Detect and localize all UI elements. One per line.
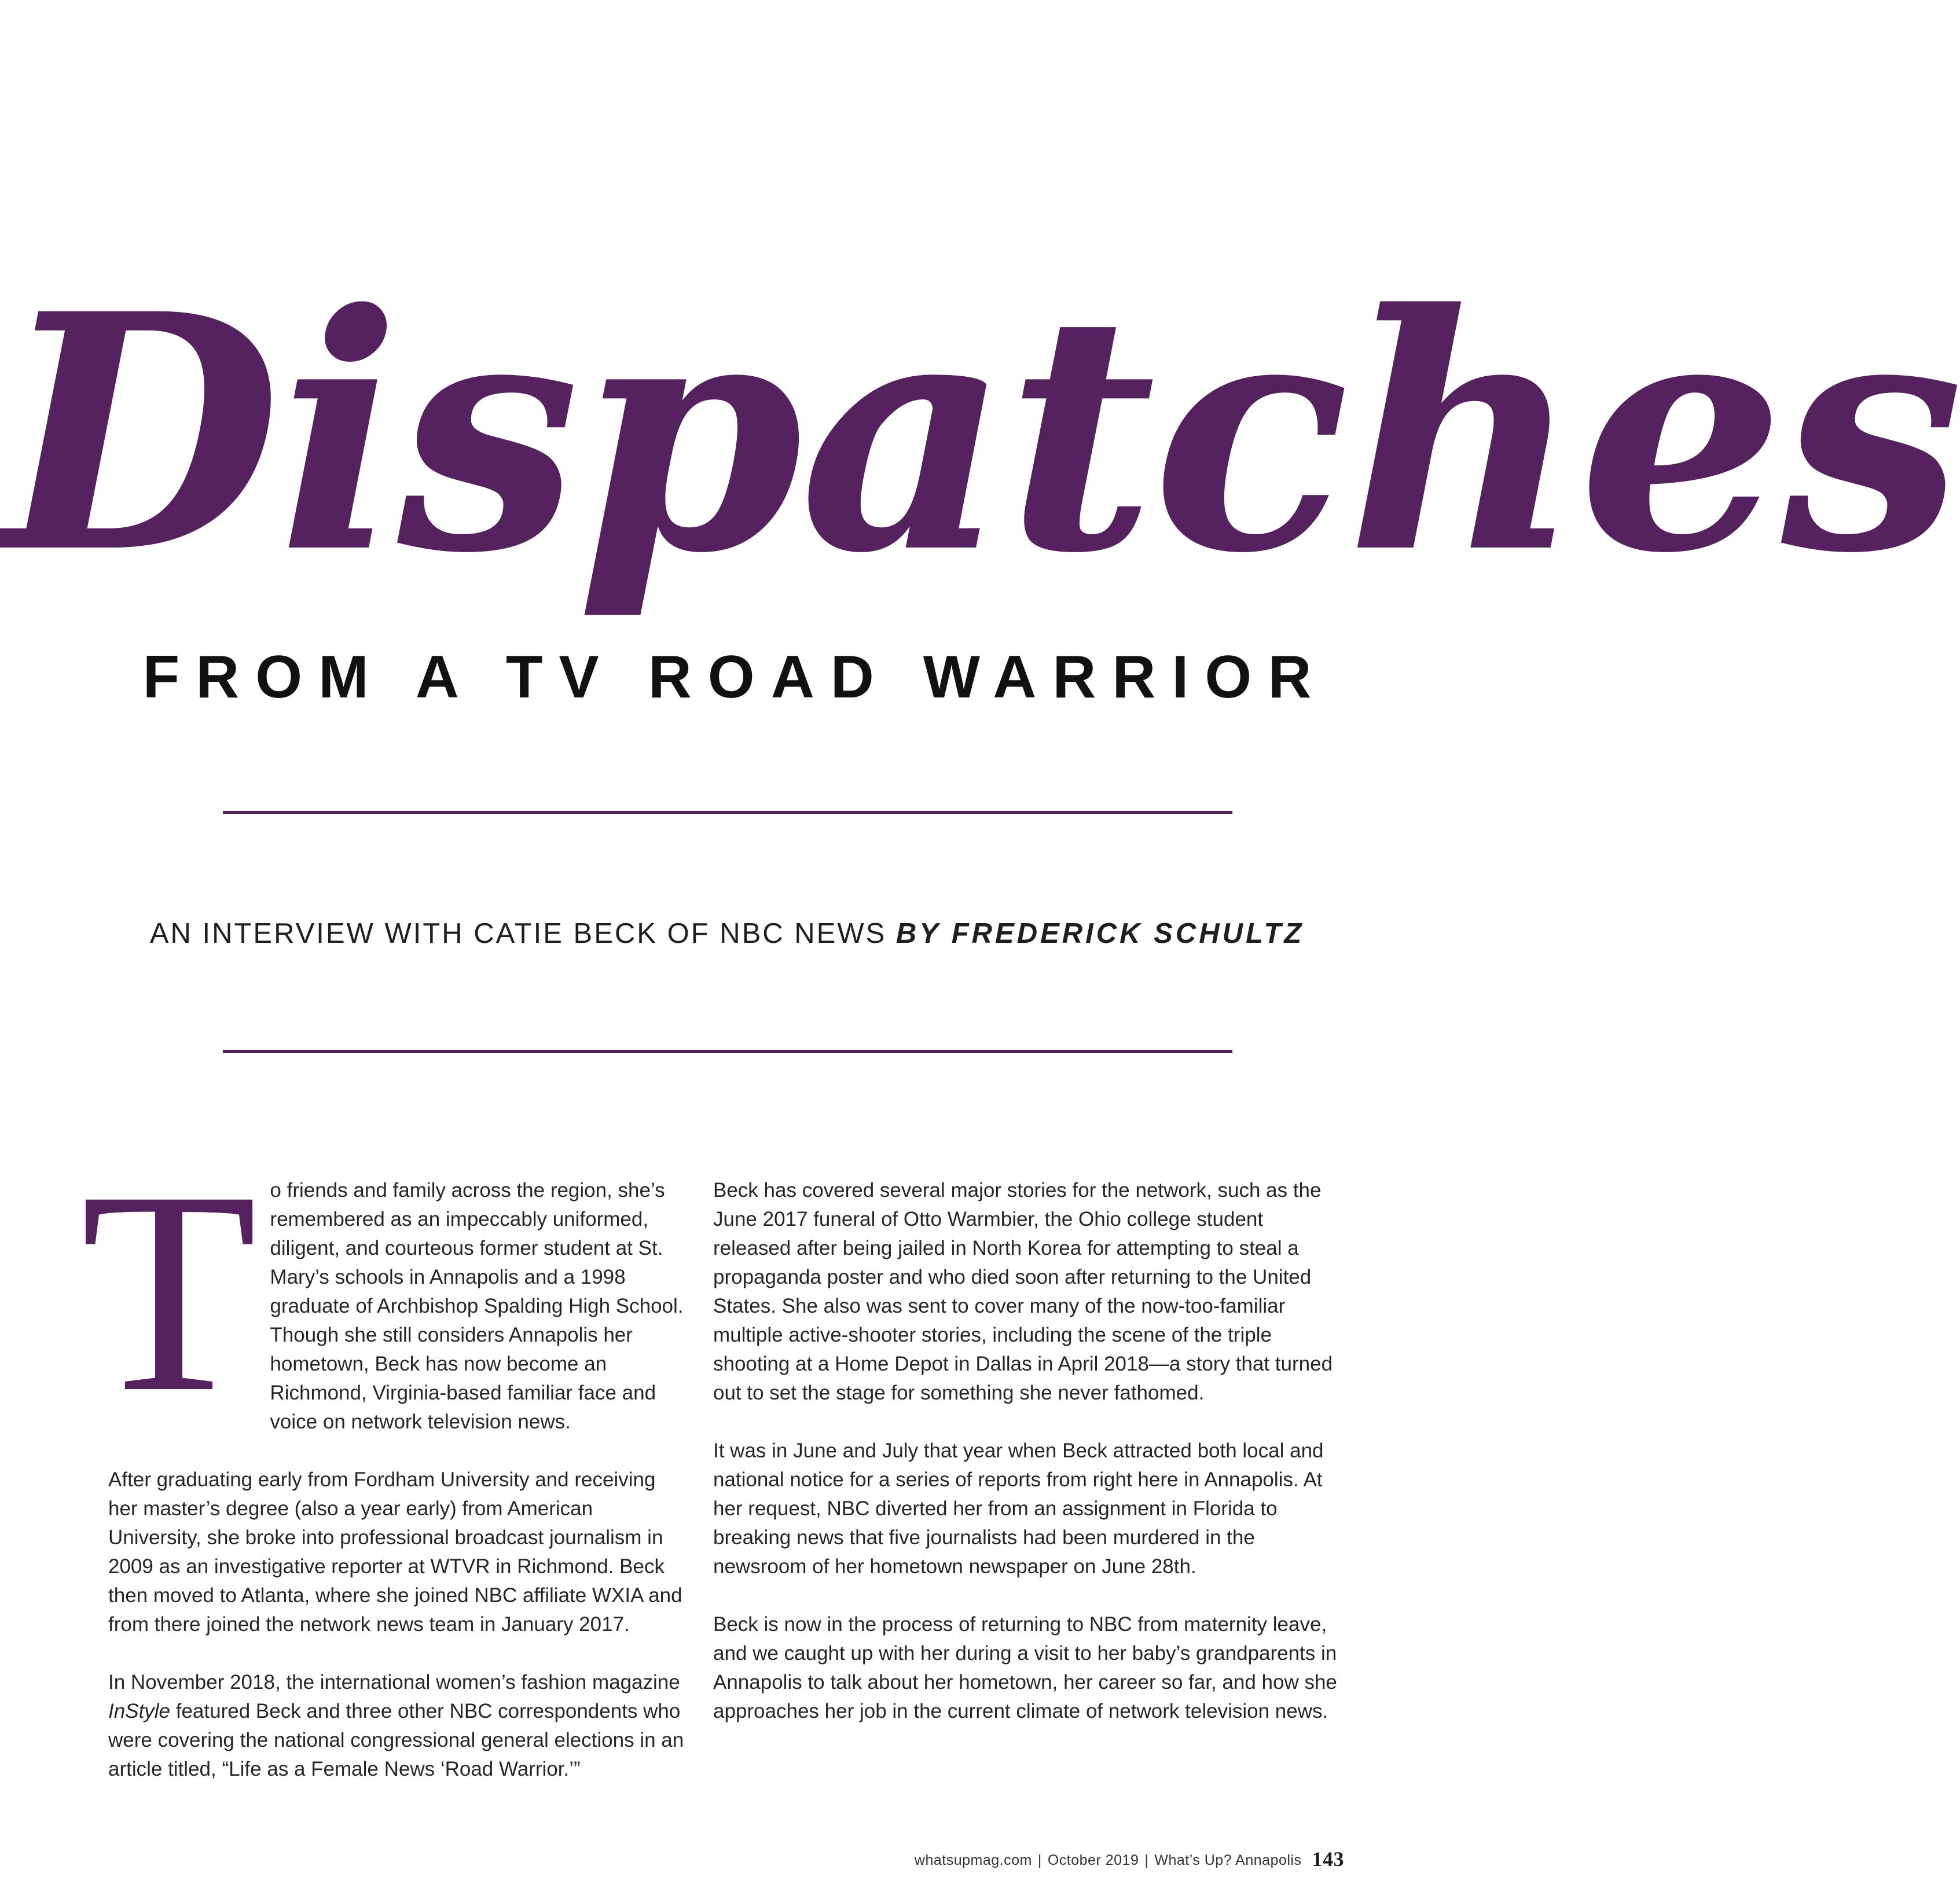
article-column-left	[80, 1132, 688, 1813]
paragraph-3	[108, 1668, 688, 1784]
magazine-name: InStyle	[108, 1700, 170, 1722]
paragraph-4: Beck has covered several major stories for the network, such as the June 2017 funeral of Otto Warmbier, the Ohio college student released after being jailed in North Korea for attempting to steal a propaganda poster and who died soon after returning to the United States. She also was sent to cover many of the now-too-familiar multiple active-shooter stories, including the scene of the triple shooting at a Home Depot in Dallas in April 2018—a story that turned out to set the stage for something she never fathomed.	[713, 1179, 1333, 1404]
paragraph-2: After graduating early from Fordham University and receiving her master’s degree (also a year early) from American University, she broke into professional broadcast journalism in 2009 as an investigative reporter at WTVR in Richmond. Beck then moved to Atlanta, where she joined NBC affiliate WXIA and from there joined the network news team in January 2017.	[108, 1468, 682, 1636]
footer-issue: October 2019	[1047, 1852, 1139, 1868]
byline-lead: AN INTERVIEW WITH CATIE BECK OF NBC NEWS	[149, 918, 887, 949]
footer-publication: What’s Up? Annapolis	[1154, 1852, 1302, 1868]
divider-top	[223, 811, 1232, 814]
byline-author: BY FREDERICK SCHULTZ	[895, 918, 1305, 949]
byline	[0, 908, 1454, 960]
paragraph-3-start: In November 2018, the international women’s fashion magazine	[108, 1671, 680, 1694]
paragraph-6: Beck is now in the process of returning to NBC from maternity leave, and we caught up with her during a visit to her baby’s grandparents in Annapolis to talk about her hometown, her career so far, and how she approaches her job in the current climate of network television news.	[713, 1613, 1337, 1722]
paragraph-5: It was in June and July that year when Beck attracted both local and national notice for a series of reports from right here in Annapolis. At her request, NBC diverted her from an assignment in Florida to breaking news that five journalists had been murdered in the newsroom of her hometown newspaper on June 28th.	[713, 1439, 1324, 1578]
article-column-right	[713, 1176, 1338, 1755]
page-footer	[915, 1847, 1344, 1872]
page-number: 143	[1312, 1847, 1344, 1871]
paragraph-3-end: featured Beck and three other NBC correspondents who were covering the national congressional general elections in an article titled, “Life as a Female News ‘Road Warrior.’”	[108, 1700, 684, 1780]
lead-paragraph-text: o friends and family across the region, she’s remembered as an impeccably uniformed, diligent, and courteous former student at St. Mary’s schools in Annapolis and a 1998 graduate of Archbishop Spalding High School. Though she still considers Annapolis her hometown, Beck has now become an Richmond, Virginia-based familiar face and voice on network television news.	[270, 1179, 684, 1433]
page-subtitle: FROM A TV ROAD WARRIOR	[142, 644, 1328, 711]
footer-separator: |	[1037, 1852, 1042, 1868]
divider-bottom	[223, 1050, 1232, 1053]
page-title: Dispatches	[0, 244, 1960, 625]
footer-separator: |	[1144, 1852, 1149, 1868]
footer-site: whatsupmag.com	[914, 1852, 1032, 1868]
lead-paragraph	[80, 1132, 688, 1452]
drop-cap: T	[80, 1132, 258, 1452]
